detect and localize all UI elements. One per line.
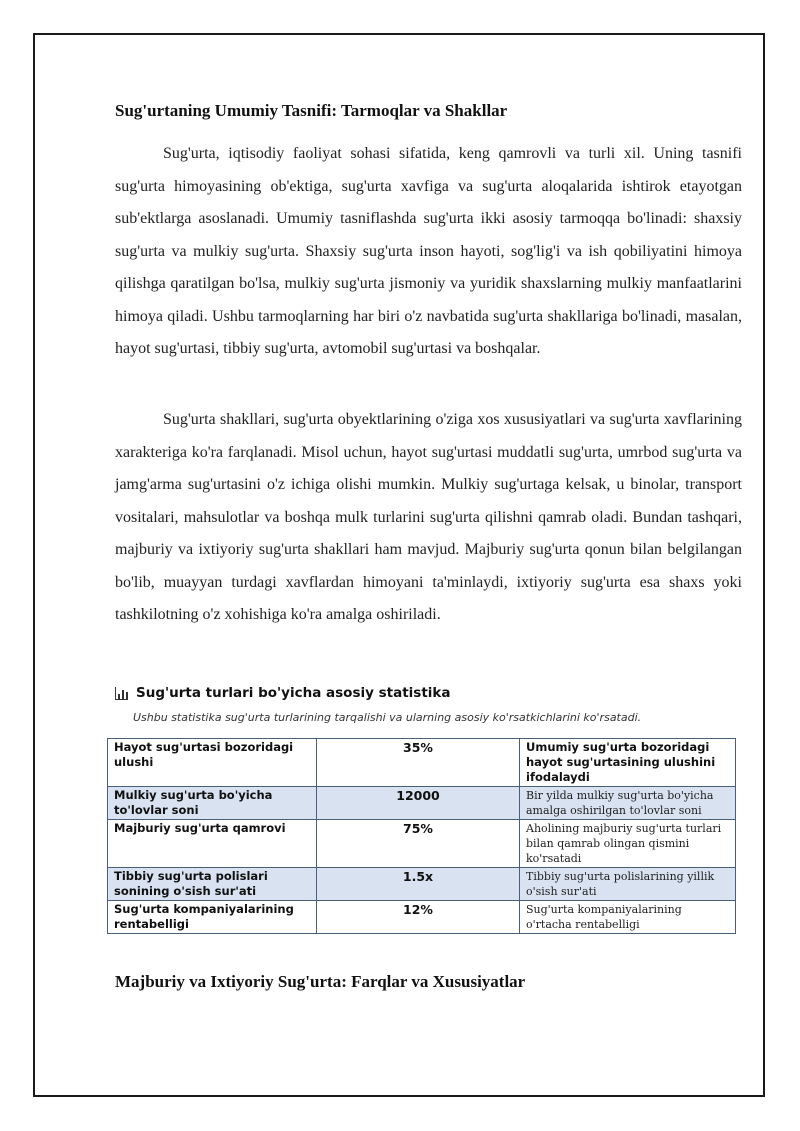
section-heading: Sug'urtaning Umumiy Tasnifi: Tarmoqlar va Shakllar	[115, 101, 508, 120]
row-value: 75%	[317, 820, 520, 868]
bar-chart-icon	[115, 687, 128, 700]
row-label: Mulkiy sug'urta bo'yicha to'lovlar soni	[108, 787, 317, 820]
table-row	[108, 868, 736, 901]
table-row	[108, 901, 736, 934]
row-label: Sug'urta kompaniyalarining rentabelligi	[108, 901, 317, 934]
table-row	[108, 820, 736, 868]
row-label: Majburiy sug'urta qamrovi	[108, 820, 317, 868]
row-description: Aholining majburiy sug'urta turlari bilan qamrab olingan qismini ko'rsatadi	[520, 820, 736, 868]
table-row	[108, 787, 736, 820]
row-description: Tibbiy sug'urta polislarining yillik o'sish sur'ati	[520, 868, 736, 901]
row-value: 12%	[317, 901, 520, 934]
row-value: 1.5x	[317, 868, 520, 901]
row-description: Umumiy sug'urta bozoridagi hayot sug'urtasining ulushini ifodalaydi	[520, 739, 736, 787]
stats-title	[115, 685, 742, 701]
stats-table	[107, 738, 736, 934]
row-value: 35%	[317, 739, 520, 787]
section-heading: Majburiy va Ixtiyoriy Sug'urta: Farqlar va Xususiyatlar	[115, 972, 526, 991]
table-row	[108, 739, 736, 787]
row-label: Hayot sug'urtasi bozoridagi ulushi	[108, 739, 317, 787]
row-description: Sug'urta kompaniyalarining o'rtacha rentabelligi	[520, 901, 736, 934]
body-paragraph: Sug'urta, iqtisodiy faoliyat sohasi sifatida, keng qamrovli va turli xil. Uning tasnifi sug'urta himoyasining ob'ektiga, sug'urta xavfiga va sug'urta aloqalarida ishtirok etayotgan sub'ektlarga asoslanadi. Umumiy tasniflashda sug'urta ikki asosiy tarmoqqa bo'linadi: shaxsiy sug'urta va mulkiy sug'urta. Shaxsiy sug'urta inson hayoti, sog'lig'i va ish qobiliyatini himoya qilishga qaratilgan bo'lsa, mulkiy sug'urta jismoniy va yuridik shaxslarning mulkiy manfaatlarini himoya qiladi. Ushbu tarmoqlarning har biri o'z navbatida sug'urta shakllariga bo'linadi, masalan, hayot sug'urtasi, tibbiy sug'urta, avtomobil sug'urtasi va boshqalar.	[115, 145, 742, 357]
stats-title-text: Sug'urta turlari bo'yicha asosiy statistika	[136, 685, 451, 701]
stats-caption: Ushbu statistika sug'urta turlarining tarqalishi va ularning asosiy ko'rsatkichlarini ko'rsatadi.	[133, 711, 642, 724]
row-description: Bir yilda mulkiy sug'urta bo'yicha amalga oshirilgan to'lovlar soni	[520, 787, 736, 820]
row-value: 12000	[317, 787, 520, 820]
body-paragraph: Sug'urta shakllari, sug'urta obyektlarining o'ziga xos xususiyatlari va sug'urta xavflarining xarakteriga ko'ra farqlanadi. Misol uchun, hayot sug'urtasi muddatli sug'urta, umrbod sug'urta va jamg'arma sug'urtasini o'z ichiga olishi mumkin. Mulkiy sug'urtaga kelsak, u binolar, transport vositalari, mahsulotlar va boshqa mulk turlarini sug'urta qilishni qamrab oladi. Bundan tashqari, majburiy va ixtiyoriy sug'urta shakllari ham mavjud. Majburiy sug'urta qonun bilan belgilangan bo'lib, muayyan turdagi xavflardan himoyani ta'minlaydi, ixtiyoriy sug'urta esa shaxs yoki tashkilotning o'z xohishiga ko'ra amalga oshiriladi.	[115, 411, 742, 623]
row-label: Tibbiy sug'urta polislari sonining o'sish sur'ati	[108, 868, 317, 901]
